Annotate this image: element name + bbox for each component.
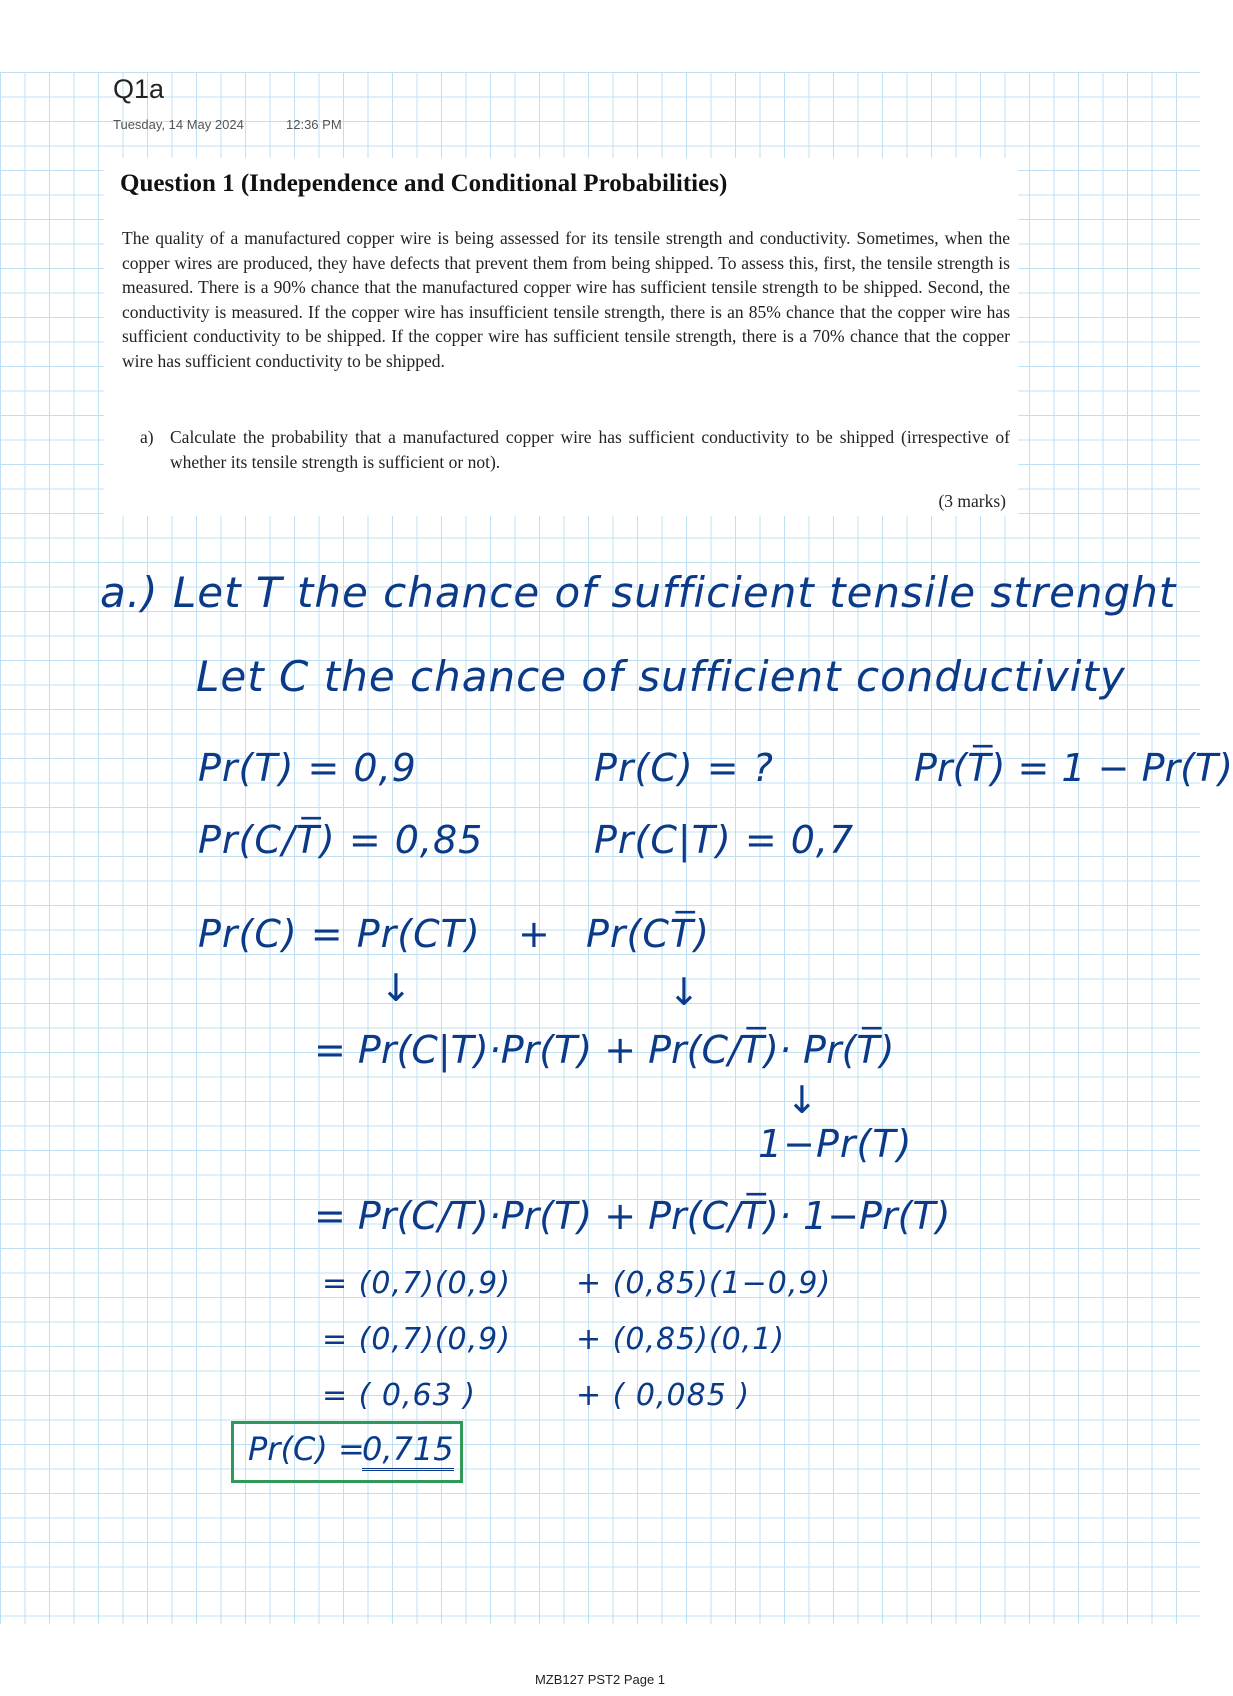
- note-step-3-left: = ( 0,63 ): [322, 1378, 476, 1413]
- down-arrow-icon: ↓: [380, 966, 413, 1010]
- question-card: [104, 158, 1018, 516]
- note-total-prob-rhs: Pr(CT̅): [586, 912, 710, 956]
- question-marks: (3 marks): [938, 491, 1006, 511]
- note-expansion-2: = Pr(C/T)·Pr(T) + Pr(C/T̅)· 1−Pr(T): [314, 1194, 951, 1238]
- note-line-1: a.) Let T the chance of sufficient tensile strenght: [100, 568, 1177, 617]
- down-arrow-icon: ↓: [786, 1078, 819, 1122]
- note-complement: 1−Pr(T): [758, 1122, 913, 1166]
- question-heading: Question 1 (Independence and Conditional Probabilities): [120, 170, 728, 197]
- note-total-prob-plus: +: [518, 912, 551, 956]
- note-expansion: = Pr(C|T)·Pr(T) + Pr(C/T̅)· Pr(T̅): [314, 1028, 895, 1072]
- note-step-2-left: = (0,7)(0,9): [322, 1322, 511, 1357]
- note-step-1-right: + (0,85)(1−0,9): [576, 1266, 832, 1301]
- note-step-1-left: = (0,7)(0,9): [322, 1266, 511, 1301]
- page-time: 12:36 PM: [286, 117, 342, 132]
- note-pr-c-given-tbar: Pr(C/T̅) = 0,85: [198, 818, 484, 862]
- answer-label: Pr(C) =: [248, 1430, 365, 1468]
- note-pr-tbar: Pr(T̅) = 1 − Pr(T): [914, 746, 1233, 790]
- answer-value: 0,715: [362, 1430, 454, 1471]
- note-step-3-right: + ( 0,085 ): [576, 1378, 751, 1413]
- note-step-2-right: + (0,85)(0,1): [576, 1322, 785, 1357]
- note-pr-c: Pr(C) = ?: [594, 746, 774, 790]
- page-title: Q1a: [113, 74, 165, 104]
- question-part-a: [140, 425, 1010, 474]
- page-footer: MZB127 PST2 Page 1: [534, 1672, 666, 1687]
- question-body: The quality of a manufactured copper wire is being assessed for its tensile strength and conductivity. Sometimes, when the copper wires are produced, they have defects that prevent them from being shipped. To assess this, first, the tensile strength is measured. There is a 90% chance that the manufactured copper wire has sufficient tensile strength to be shipped. Second, the conductivity is measured. If the copper wire has insufficient tensile strength, there is an 85% chance that the copper wire has sufficient conductivity to be shipped. If the copper wire has sufficient tensile strength, there is a 70% chance that the copper wire has sufficient conductivity to be shipped.: [122, 228, 1010, 371]
- note-pr-t: Pr(T) = 0,9: [198, 746, 417, 790]
- final-answer-box: [231, 1421, 463, 1483]
- note-line-2: Let C the chance of sufficient conductivity: [196, 652, 1126, 701]
- part-text: Calculate the probability that a manufactured copper wire has sufficient conductivity to be shipped (irrespective of whether its tensile strength is sufficient or not).: [170, 427, 1010, 472]
- part-letter: a): [140, 427, 154, 447]
- page-date: Tuesday, 14 May 2024: [113, 117, 244, 132]
- note-total-prob-lhs: Pr(C) = Pr(CT): [198, 912, 481, 956]
- note-pr-c-given-t: Pr(C|T) = 0,7: [594, 818, 855, 862]
- down-arrow-icon: ↓: [668, 970, 701, 1014]
